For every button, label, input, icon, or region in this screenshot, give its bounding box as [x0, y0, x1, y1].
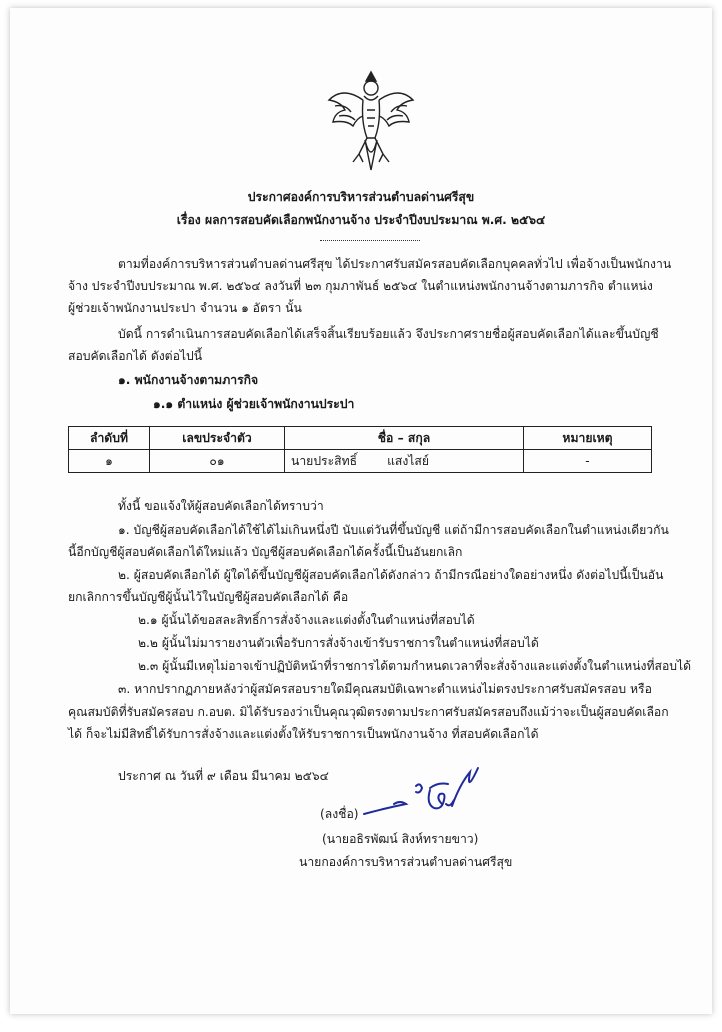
col-header-order: ลำดับที่	[69, 427, 150, 450]
note-line: ๒.๒ ผู้นั้นไม่มารายงานตัวเพื่อรับการสั่งจ้างเข้ารับราชการในตำแหน่งที่สอบได้	[138, 636, 539, 650]
note-line: ยกเลิกการขึ้นบัญชีผู้นั้นไว้ในบัญชีผู้สอบคัดเลือกได้ คือ	[68, 590, 349, 604]
results-table	[68, 426, 652, 473]
handwritten-signature	[360, 764, 490, 826]
intro-line: ตามที่องค์การบริหารส่วนตำบลด่านศรีสุข ได้ประกาศรับสมัครสอบคัดเลือกบุคคลทั่วไป เพื่อจ้างเป็นพนักงาน	[118, 257, 672, 271]
title-separator	[320, 240, 420, 241]
note-line: ได้ ก็จะไม่มีสิทธิ์ได้รับการสั่งจ้างและแต่งตั้งให้รับราชการเป็นพนักงานจ้าง ที่สอบคัดเลือกได้	[68, 727, 539, 741]
intro-line: จ้าง ประจำปีงบประมาณ พ.ศ. ๒๕๖๔ ลงวันที่ ๒๓ กุมภาพันธ์ ๒๕๖๔ ในตำแหน่งพนักงานจ้างตามภารกิจ ตำแหน่ง	[68, 279, 653, 293]
announcement-subject: เรื่อง ผลการสอบคัดเลือกพนักงานจ้าง ประจำปีงบประมาณ พ.ศ. ๒๕๖๔	[176, 213, 546, 227]
cell-order: ๑	[69, 450, 150, 473]
cell-id: ๐๑	[150, 450, 285, 473]
col-header-name: ชื่อ – สกุล	[285, 427, 524, 450]
subsection-heading: ๑.๑ ตำแหน่ง ผู้ช่วยเจ้าพนักงานประปา	[153, 397, 355, 411]
intro-line: สอบคัดเลือกได้ ดังต่อไปนี้	[68, 349, 203, 363]
signature-label: (ลงชื่อ)	[320, 807, 359, 821]
announcement-date: ประกาศ ณ วันที่ ๙ เดือน มีนาคม ๒๕๖๔	[118, 769, 329, 783]
document-page	[10, 8, 712, 1014]
note-line: ทั้งนี้ ขอแจ้งให้ผู้สอบคัดเลือกได้ทราบว่า	[118, 499, 324, 513]
note-line: ๒.๓ ผู้นั้นมีเหตุไม่อาจเข้าปฏิบัติหน้าที่ราชการได้ตามกำหนดเวลาที่จะสั่งจ้างและแต่งตั้งในตำแหน่งที่สอบได้	[138, 659, 692, 673]
announcement-title: ประกาศองค์การบริหารส่วนตำบลด่านศรีสุข	[247, 190, 475, 204]
note-line: ๒.๑ ผู้นั้นได้ขอสละสิทธิ์การสั่งจ้างและแต่งตั้งในตำแหน่งที่สอบได้	[138, 613, 475, 627]
cell-last-name: แสงไสย์	[387, 453, 430, 468]
note-line: ๓. หากปรากฏภายหลังว่าผู้สมัครสอบรายใดมีคุณสมบัติเฉพาะตำแหน่งไม่ตรงประกาศรับสมัครสอบ หรือ	[118, 682, 652, 696]
note-line: ๒. ผู้สอบคัดเลือกได้ ผู้ใดได้ขึ้นบัญชีผู้สอบคัดเลือกได้ดังกล่าว ถ้ามีกรณีอย่างใดอย่างหนึ่ง ดังต่อไปนี้เป็นอัน	[118, 568, 664, 582]
note-line: ๑. บัญชีผู้สอบคัดเลือกได้ใช้ได้ไม่เกินหนึ่งปี นับแต่วันที่ขึ้นบัญชี แต่ถ้ามีการสอบคัดเลือกในตำแหน่งเดียวกัน	[118, 523, 669, 537]
garuda-emblem	[323, 66, 419, 174]
cell-note: -	[524, 450, 652, 473]
table-header-row	[69, 427, 652, 450]
col-header-id: เลขประจำตัว	[150, 427, 285, 450]
signer-position: นายกองค์การบริหารส่วนตำบลด่านศรีสุข	[299, 855, 513, 869]
table-row	[69, 450, 652, 473]
section-heading: ๑. พนักงานจ้างตามภารกิจ	[118, 373, 259, 387]
intro-line: บัดนี้ การดำเนินการสอบคัดเลือกได้เสร็จสิ้นเรียบร้อยแล้ว จึงประกาศรายชื่อผู้สอบคัดเลือกได้และขึ้นบัญชี	[118, 327, 659, 341]
intro-line: ผู้ช่วยเจ้าพนักงานประปา จำนวน ๑ อัตรา นั้น	[68, 301, 302, 315]
cell-first-name: นายประสิทธิ์	[291, 453, 358, 468]
signer-name: (นายอธิรพัฒน์ สิงห์ทรายขาว)	[322, 832, 479, 846]
note-line: คุณสมบัติที่รับสมัครสอบ ก.อบต. มิได้รับรองว่าเป็นคุณวุฒิตรงตามประกาศรับสมัครสอบถึงแม้ว่าจะเป็นผู้สอบคัดเลือก	[68, 705, 669, 719]
col-header-note: หมายเหตุ	[524, 427, 652, 450]
note-line: นี้อีกบัญชีผู้สอบคัดเลือกได้ใหม่แล้ว บัญชีผู้สอบคัดเลือกได้ครั้งนี้เป็นอันยกเลิก	[68, 545, 463, 559]
cell-name	[285, 450, 524, 473]
